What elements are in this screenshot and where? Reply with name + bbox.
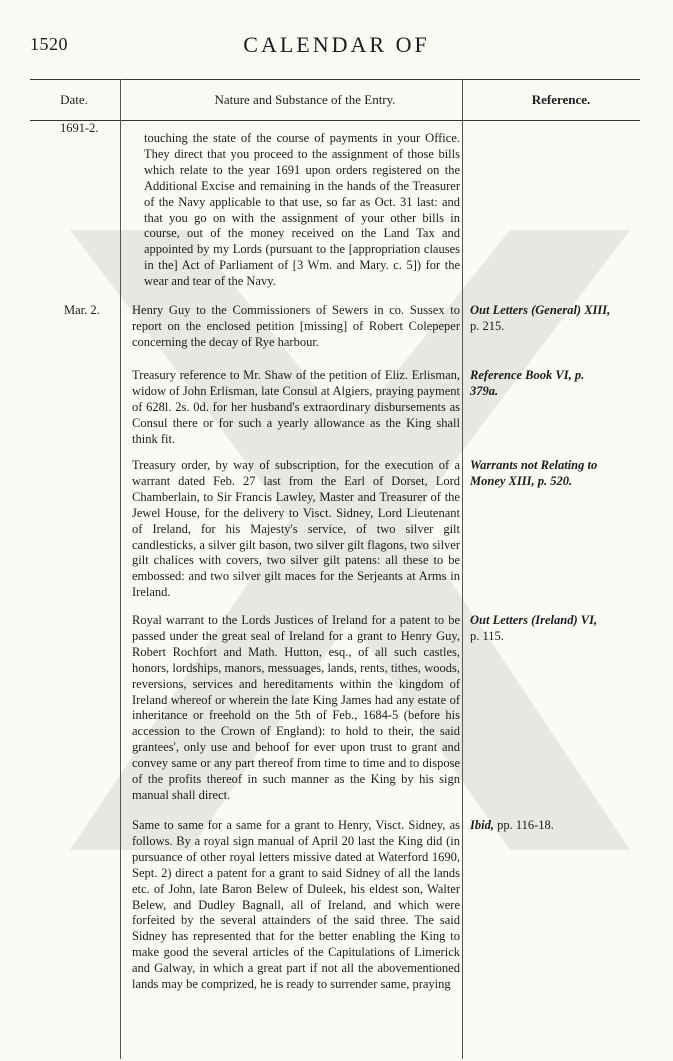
entry-text	[132, 458, 460, 601]
reference-page: 379a.	[470, 383, 499, 398]
entry-text-body: touching the state of the course of payments in your Office. They direct that you proceed to the assignment of those bills which relate to the year 1691 upon orders registered on the Additional Excise and remaining in the hands of the Treasurer of the Navy applicable to that use, so far as Oct. 31 last: and that you go on with the assignment of your other bills in course, out of the money received on the Land Tax and appointed by my Lords (pursuant to the [appropriation clauses in the] Act of Parliament of [3 Wm. and Mary. c. 5]) for the wear and tear of the Navy.	[144, 131, 460, 289]
column-header-nature: Nature and Substance of the Entry.	[214, 92, 396, 107]
reference-page: p. 215.	[470, 318, 505, 333]
column-divider	[120, 79, 121, 1059]
page-number: 1520	[30, 34, 68, 54]
reference-page: Money XIII, p. 520.	[470, 473, 573, 488]
entry-text	[144, 131, 460, 290]
reference-page: pp. 116-18.	[497, 818, 554, 832]
reference-page: p. 115.	[470, 628, 504, 643]
entry-reference	[470, 613, 640, 645]
reference-title: Out Letters (Ireland) VI,	[470, 613, 598, 627]
column-header-reference: Reference.	[531, 92, 591, 107]
column-header-date: Date.	[60, 92, 88, 107]
reference-title: Reference Book VI, p.	[470, 368, 585, 382]
entry-text-body: Treasury reference to Mr. Shaw of the petition of Eliz. Erlisman, widow of John Erlisman, late Consul at Algiers, praying payment of 628l. 2s. 0d. for her husband's extraordinary disbursements as Consul there or for such a yearly allowance as the King shall think fit.	[132, 368, 460, 446]
entry-date: Mar. 2.	[64, 303, 100, 317]
entry-text	[132, 303, 460, 351]
reference-title: Warrants not Relating to	[470, 458, 598, 472]
entry-reference	[470, 458, 640, 490]
entry-text-body: Royal warrant to the Lords Justices of Ireland for a patent to be passed under the great seal of Ireland for a grant to Henry Guy, Robert Rochfort and Math. Hutton, esq., of all such castles, honors, lordships, manors, messuages, lands, rents, tithes, woods, reversions, services and hereditaments within the kingdom of Ireland whereof or wherein the late King James had any estate of inheritance or freehold on the 5th of Feb., 1684-5 (before his accession to the Crown of England): to hold to their, the said grantees', only use and behoof for ever upon trust to grant and convey same or any part thereof from time to time and to dispose of the profits thereof in such manner as the King by his sign manual shall direct.	[132, 613, 460, 802]
entry-text	[132, 613, 460, 804]
entry-reference	[470, 368, 640, 400]
entry-text-body: Treasury order, by way of subscription, for the execution of a warrant dated Feb. 27 last from the Earl of Dorset, Lord Chamberlain, to Sir Francis Lawley, Master and Treasurer of the Jewel House, for the delivery to Visct. Sidney, Lord Lieutenant of Ireland, for his Majesty's service, of two silver gilt candlesticks, a silver gilt bason, two silver gilt flagons, two silver gilt chalices with covers, two silver gilt patens: all these to be embossed: and two silver gilt maces for the Serjeants at Arms in Ireland.	[132, 458, 460, 600]
entry-text-body: Same to same for a same for a grant to Henry, Visct. Sidney, as follows. By a royal sign manual of April 20 last the King did (in pursuance of other royal letters missive dated at Waterford 1690, Sept. 2) direct a patent for a grant to said Sidney of all the lands etc. of John, late Baron Belew of Duleek, his eldest son, Walter Belew, and Dudley Bagnall, all of Ireland, and which were forfeited by the several attainders of the said three. The said Sidney has represented that for the better enabling the King to make good the several articles of the Capitulations of Limerick and Galway, in which a great part if not all the abovementioned lands may be comprized, he is ready to surrender same, praying	[132, 818, 460, 992]
column-header-row	[30, 79, 640, 121]
entry-text	[132, 818, 460, 993]
entry-date: 1691-2.	[60, 121, 99, 135]
entry-text	[132, 368, 460, 448]
entry-reference	[470, 303, 640, 335]
column-divider	[462, 79, 463, 1059]
reference-title: Out Letters (General) XIII,	[470, 303, 611, 317]
entry-reference	[470, 818, 640, 834]
reference-title: Ibid,	[470, 818, 494, 832]
running-title: CALENDAR OF	[243, 32, 430, 57]
entry-text-body: Henry Guy to the Commissioners of Sewers in co. Sussex to report on the enclosed petition [missing] of Robert Colepeper concerning the decay of Rye harbour.	[132, 303, 460, 349]
